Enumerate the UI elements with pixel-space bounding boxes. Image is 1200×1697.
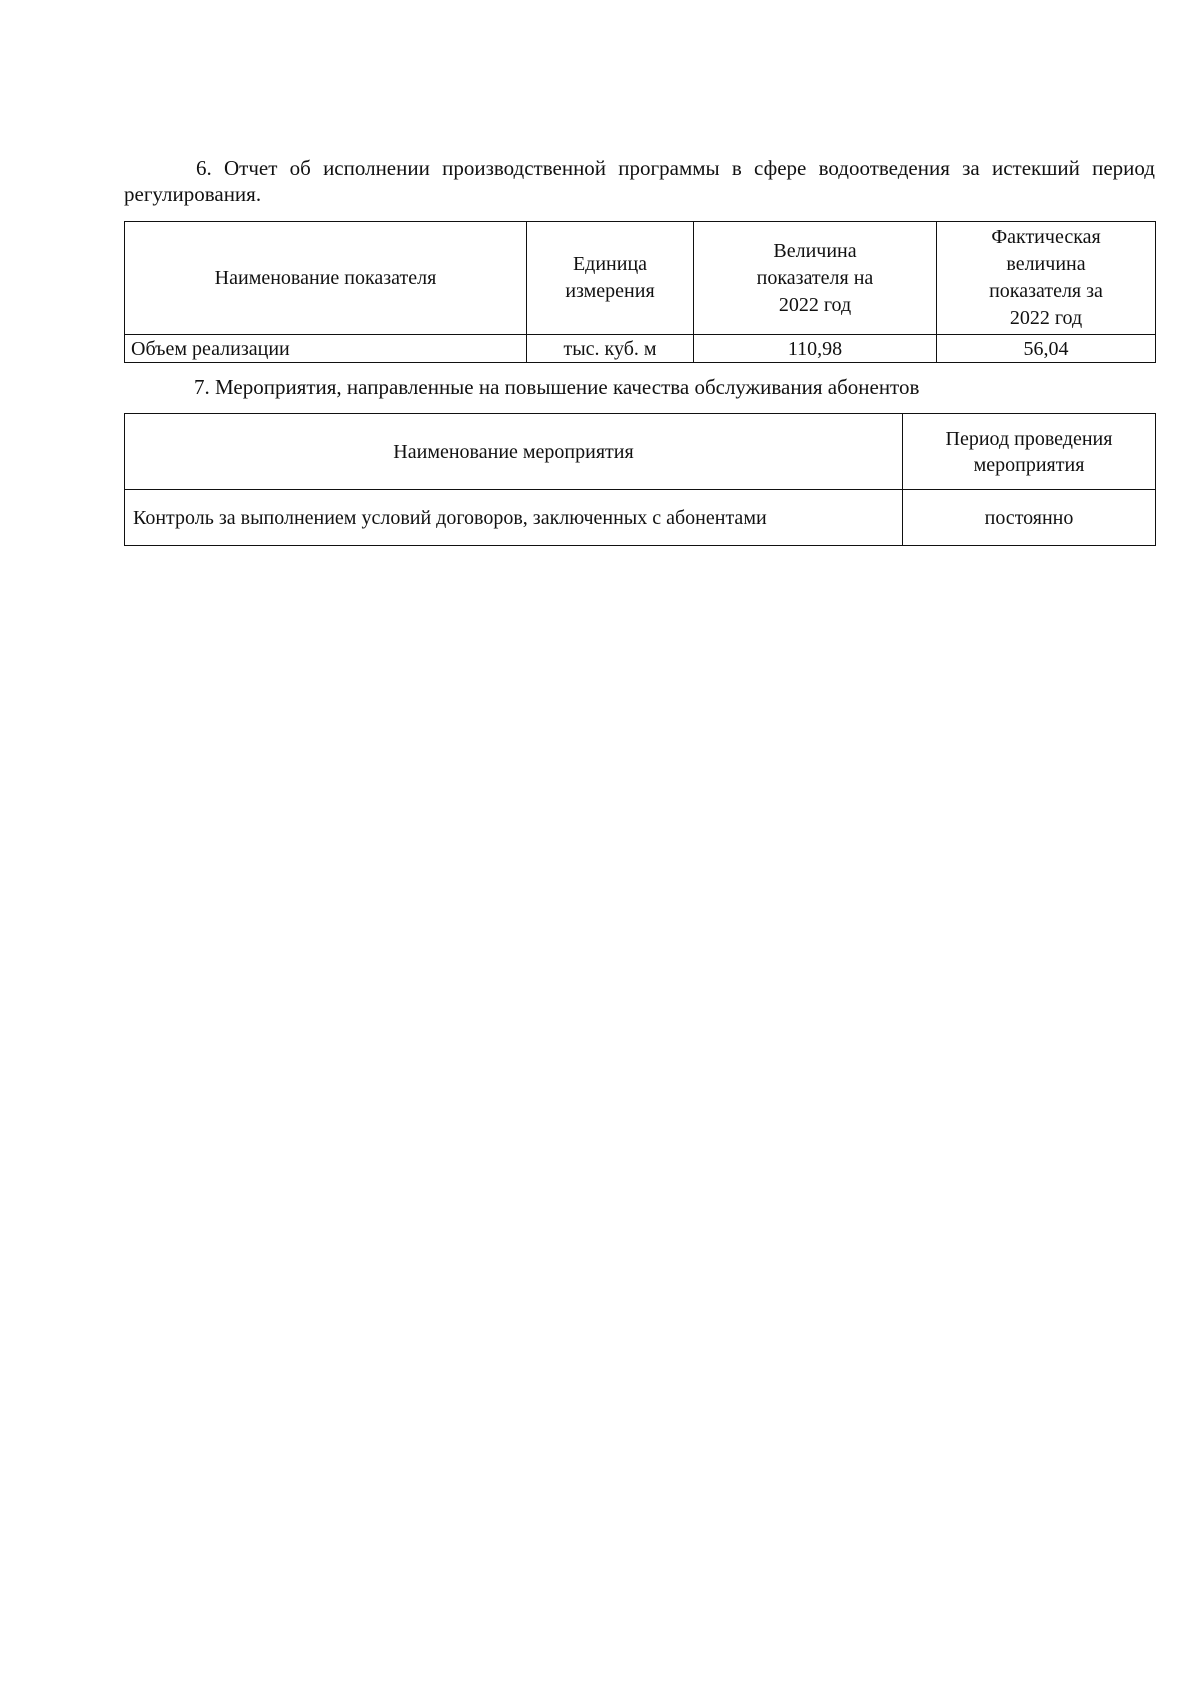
- event-name-cell: Контроль за выполнением условий договоров, заключенных с абонентами: [125, 490, 903, 546]
- table-row: [125, 490, 1156, 546]
- unit-cell: тыс. куб. м: [527, 335, 694, 363]
- section-6-heading: 6. Отчет об исполнении производственной программы в сфере водоотведения за истекший период регулирования.: [124, 156, 1155, 206]
- planned-value-cell: 110,98: [694, 335, 937, 363]
- header-indicator-name: Наименование показателя: [125, 222, 527, 335]
- production-program-report-table: [124, 221, 1156, 363]
- header-planned-value: Величина показателя на 2022 год: [694, 222, 937, 335]
- indicator-name-cell: Объем реализации: [125, 335, 527, 363]
- header-unit: Единица измерения: [527, 222, 694, 335]
- table-header-row: [125, 222, 1156, 335]
- header-actual-value: Фактическая величина показателя за 2022 год: [937, 222, 1156, 335]
- event-period-cell: постоянно: [903, 490, 1156, 546]
- table-row: [125, 335, 1156, 363]
- actual-value-cell: 56,04: [937, 335, 1156, 363]
- service-quality-measures-table: [124, 413, 1156, 546]
- header-event-name: Наименование мероприятия: [125, 414, 903, 490]
- section-7-heading: 7. Мероприятия, направленные на повышение качества обслуживания абонентов: [194, 375, 920, 399]
- header-event-period: Период проведения мероприятия: [903, 414, 1156, 490]
- table-header-row: [125, 414, 1156, 490]
